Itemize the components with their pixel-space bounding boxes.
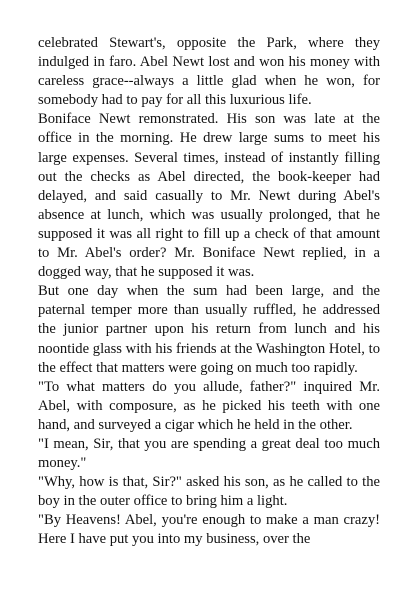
paragraph: "To what matters do you allude, father?" inquired Mr. Abel, with composure, as he picked his teeth with one hand, and surveyed a cigar which he held in the other. [38, 378, 380, 433]
paragraph: celebrated Stewart's, opposite the Park, where they indulged in faro. Abel Newt lost and won his money with careless grace--always a little glad when he won, for somebody had to pay for all this luxurious life. [38, 35, 380, 109]
paragraph: But one day when the sum had been large, and the paternal temper more than usually ruffled, he addressed the junior partner upon his return from lunch and his noontide glass with his friends at the Washington Hotel, to the effect that matters were going on much too rapidly. [38, 283, 380, 376]
paragraph: "Why, how is that, Sir?" asked his son, as he called to the boy in the outer office to bring him a light. [38, 474, 380, 510]
paragraph: Boniface Newt remonstrated. His son was late at the office in the morning. He drew large sums to meet his large expenses. Several times, instead of instantly filling out the checks as Abel directed, the book-keeper had delayed, and said casually to Mr. Newt during Abel's absence at lunch, which was usually prolonged, that he supposed it was all right to fill up a check of that amount to Mr. Abel's order? Mr. Boniface Newt replied, in a dogged way, that he supposed it was. [38, 111, 380, 281]
paragraph: "I mean, Sir, that you are spending a great deal too much money." [38, 435, 380, 472]
paragraph: "By Heavens! Abel, you're enough to make a man crazy! Here I have put you into my business, over the [38, 512, 380, 548]
book-page-text [38, 34, 380, 550]
